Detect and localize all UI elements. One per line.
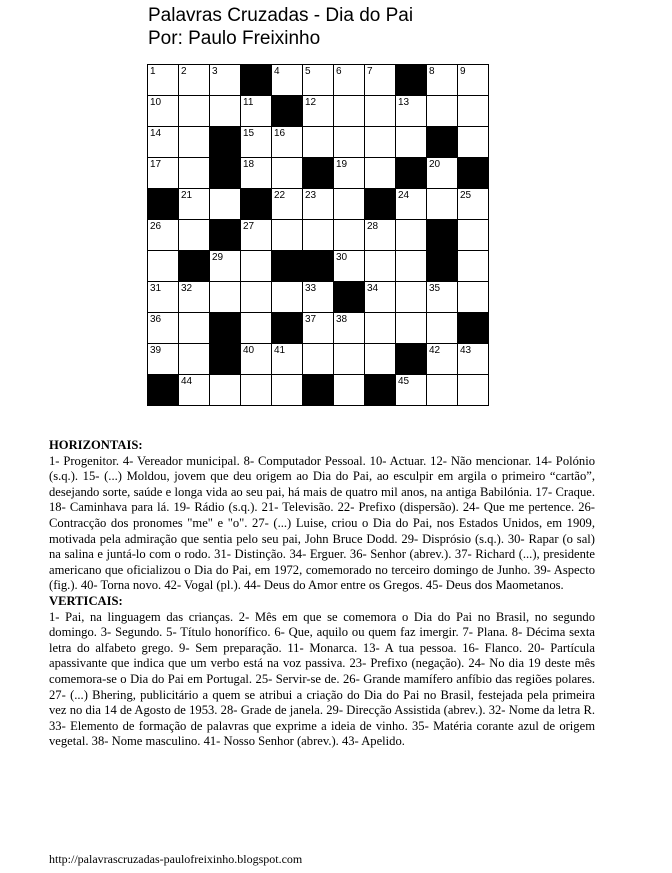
grid-cell[interactable]	[365, 65, 396, 96]
cell-number: 25	[460, 190, 472, 201]
cell-number: 37	[305, 314, 317, 325]
grid-cell[interactable]	[365, 220, 396, 251]
black-cell	[210, 127, 241, 158]
cell-number: 20	[429, 159, 441, 170]
grid-cell[interactable]	[334, 220, 365, 251]
cell-number: 28	[367, 221, 379, 232]
grid-cell[interactable]	[241, 158, 272, 189]
cell-number: 26	[150, 221, 162, 232]
grid-cell[interactable]	[427, 158, 458, 189]
grid-cell[interactable]	[396, 189, 427, 220]
grid-cell[interactable]	[458, 220, 489, 251]
black-cell	[303, 158, 334, 189]
cell-number: 36	[150, 314, 162, 325]
grid-cell[interactable]	[179, 189, 210, 220]
grid-row	[148, 344, 489, 375]
grid-cell[interactable]	[272, 158, 303, 189]
grid-cell[interactable]	[334, 96, 365, 127]
grid-cell[interactable]	[334, 313, 365, 344]
grid-cell[interactable]	[148, 313, 179, 344]
grid-cell[interactable]	[303, 127, 334, 158]
cell-number: 33	[305, 283, 317, 294]
grid-cell[interactable]	[365, 251, 396, 282]
grid-cell[interactable]	[427, 282, 458, 313]
black-cell	[210, 220, 241, 251]
grid-cell[interactable]	[427, 65, 458, 96]
crossword-grid	[147, 64, 489, 406]
grid-cell[interactable]	[179, 344, 210, 375]
cell-number: 24	[398, 190, 410, 201]
down-heading: VERTICAIS:	[49, 593, 123, 608]
grid-cell[interactable]	[241, 282, 272, 313]
grid-cell[interactable]	[303, 313, 334, 344]
grid-cell[interactable]	[179, 313, 210, 344]
cell-number: 16	[274, 128, 286, 139]
cell-number: 35	[429, 283, 441, 294]
black-cell	[396, 65, 427, 96]
grid-cell[interactable]	[334, 251, 365, 282]
grid-cell[interactable]	[210, 65, 241, 96]
black-cell	[303, 251, 334, 282]
cell-number: 32	[181, 283, 193, 294]
grid-cell[interactable]	[272, 344, 303, 375]
cell-number: 17	[150, 159, 162, 170]
black-cell	[427, 251, 458, 282]
grid-cell[interactable]	[148, 251, 179, 282]
grid-cell[interactable]	[272, 375, 303, 406]
grid-cell[interactable]	[458, 344, 489, 375]
grid-row	[148, 251, 489, 282]
grid-row	[148, 282, 489, 313]
grid-row	[148, 158, 489, 189]
grid-cell[interactable]	[241, 220, 272, 251]
grid-cell[interactable]	[396, 282, 427, 313]
down-clues: 1- Pai, na linguagem das crianças. 2- Mês em que se comemora o Dia do Pai no Brasil, no segundo domingo. 3- Segundo. 5- Título honorífico. 6- Que, aquilo ou quem faz imergir. 7- Plana. 8- Décima sexta letra do alfabeto grego. 9- Sem preparação. 11- Monarca. 13- A tua pessoa. 16- Flanco. 20- Partícula apassivante que indica que um verbo está na voz passiva. 23- Prefixo (negação). 24- No dia 19 deste mês comemora-se o Dia do Pai em Portugal. 25- Servir-se de. 26- Grande mamífero anfíbio das regiões polares. 27- (...) Bhering, publicitário a quem se atribui a criação do Dia do Pai no Brasil, festejada pela primeira vez no dia 14 de Agosto de 1953. 28- Grade de janela. 29- Direcção Assistida (abrev.). 32- Nome da letra R. 33- Elemento de formação de palavras que exprime a ideia de vinho. 35- Matéria corante azul de origem vegetal. 38- Nome masculino. 41- Nosso Senhor (abrev.). 43- Apelido.	[49, 609, 595, 749]
grid-row	[148, 127, 489, 158]
grid-row	[148, 375, 489, 406]
grid-cell[interactable]	[396, 251, 427, 282]
cell-number: 9	[460, 66, 466, 77]
puzzle-title: Palavras Cruzadas - Dia do Pai	[148, 5, 414, 26]
black-cell	[396, 158, 427, 189]
grid-cell[interactable]	[396, 220, 427, 251]
black-cell	[458, 158, 489, 189]
cell-number: 18	[243, 159, 255, 170]
black-cell	[272, 96, 303, 127]
grid-cell[interactable]	[210, 189, 241, 220]
cell-number: 1	[150, 66, 156, 77]
grid-cell[interactable]	[365, 344, 396, 375]
grid-cell[interactable]	[272, 282, 303, 313]
title-block	[148, 4, 413, 50]
grid-cell[interactable]	[427, 344, 458, 375]
grid-cell[interactable]	[272, 189, 303, 220]
grid-cell[interactable]	[303, 96, 334, 127]
grid-cell[interactable]	[303, 344, 334, 375]
cell-number: 3	[212, 66, 218, 77]
cell-number: 34	[367, 283, 379, 294]
cell-number: 29	[212, 252, 224, 263]
grid-cell[interactable]	[241, 127, 272, 158]
grid-cell[interactable]	[241, 344, 272, 375]
grid-cell[interactable]	[148, 96, 179, 127]
grid-row	[148, 96, 489, 127]
grid-cell[interactable]	[365, 127, 396, 158]
black-cell	[427, 220, 458, 251]
cell-number: 10	[150, 97, 162, 108]
grid-cell[interactable]	[179, 158, 210, 189]
grid-row	[148, 220, 489, 251]
grid-cell[interactable]	[334, 65, 365, 96]
cell-number: 5	[305, 66, 311, 77]
grid-cell[interactable]	[458, 282, 489, 313]
grid-cell[interactable]	[427, 313, 458, 344]
cell-number: 21	[181, 190, 193, 201]
grid-cell[interactable]	[148, 158, 179, 189]
grid-cell[interactable]	[427, 189, 458, 220]
cell-number: 13	[398, 97, 410, 108]
grid-cell[interactable]	[334, 375, 365, 406]
cell-number: 12	[305, 97, 317, 108]
grid-cell[interactable]	[241, 375, 272, 406]
grid-cell[interactable]	[210, 96, 241, 127]
cell-number: 39	[150, 345, 162, 356]
cell-number: 38	[336, 314, 348, 325]
cell-number: 30	[336, 252, 348, 263]
grid-cell[interactable]	[458, 251, 489, 282]
grid-cell[interactable]	[458, 375, 489, 406]
grid-cell[interactable]	[148, 282, 179, 313]
grid-cell[interactable]	[365, 158, 396, 189]
grid-row	[148, 189, 489, 220]
black-cell	[241, 189, 272, 220]
black-cell	[303, 375, 334, 406]
grid-cell[interactable]	[334, 127, 365, 158]
grid-cell[interactable]	[303, 220, 334, 251]
grid-cell[interactable]	[179, 127, 210, 158]
grid-cell[interactable]	[148, 344, 179, 375]
black-cell	[427, 127, 458, 158]
grid-cell[interactable]	[303, 65, 334, 96]
black-cell	[148, 189, 179, 220]
grid-cell[interactable]	[396, 96, 427, 127]
black-cell	[396, 344, 427, 375]
cell-number: 4	[274, 66, 280, 77]
grid-cell[interactable]	[179, 375, 210, 406]
cell-number: 11	[243, 97, 254, 108]
footer-url[interactable]: http://palavrascruzadas-paulofreixinho.blogspot.com	[49, 852, 303, 866]
grid-cell[interactable]	[179, 220, 210, 251]
cell-number: 6	[336, 66, 342, 77]
grid-cell[interactable]	[241, 313, 272, 344]
grid-cell[interactable]	[241, 251, 272, 282]
grid-cell[interactable]	[396, 313, 427, 344]
grid-cell[interactable]	[210, 282, 241, 313]
black-cell	[210, 344, 241, 375]
grid-cell[interactable]	[303, 282, 334, 313]
grid-cell[interactable]	[179, 282, 210, 313]
cell-number: 41	[274, 345, 286, 356]
cell-number: 31	[150, 283, 162, 294]
grid-cell[interactable]	[396, 375, 427, 406]
black-cell	[365, 189, 396, 220]
grid-cell[interactable]	[458, 96, 489, 127]
grid-cell[interactable]	[179, 96, 210, 127]
grid-cell[interactable]	[272, 220, 303, 251]
grid-cell[interactable]	[241, 96, 272, 127]
grid-cell[interactable]	[365, 313, 396, 344]
grid-cell[interactable]	[458, 189, 489, 220]
black-cell	[241, 65, 272, 96]
cell-number: 45	[398, 376, 410, 387]
black-cell	[365, 375, 396, 406]
cell-number: 23	[305, 190, 317, 201]
across-clues: 1- Progenitor. 4- Vereador municipal. 8- Computador Pessoal. 10- Actuar. 12- Não mencionar. 14- Polónio (s.q.). 15- (...) Moldou, jovem que deu origem ao Dia do Pai, ao esculpir em argila o primeiro “cartão”, desejando sorte, saúde e longa vida ao seu pai, há mais de quatro mil anos, na antiga Babilónia. 17- Craque. 18- Caminhava para lá. 19- Rádio (s.q.). 21- Televisão. 22- Prefixo (dispersão). 24- Que me pertence. 26- Contracção dos pronomes "me" e "o". 27- (...) Luise, criou o Dia do Pai, nos Estados Unidos, em 1909, motivada pela admiração que sentia pelo seu pai, John Bruce Dodd. 29- Disprósio (s.q.). 30- Rapar (o sal) na salina e juntá-lo com o rodo. 31- Distinção. 34- Erguer. 36- Senhor (abrev.). 37- Richard (...), presidente americano que oficializou o Dia do Pai, em 1972, comemorado no terceiro domingo de Junho. 39- Aspecto (fig.). 40- Torna novo. 42- Vogal (pl.). 44- Deus do Amor entre os Gregos. 45- Deus dos Maometanos.	[49, 453, 595, 593]
grid-cell[interactable]	[272, 65, 303, 96]
across-heading: HORIZONTAIS:	[49, 438, 143, 452]
grid-cell[interactable]	[303, 189, 334, 220]
grid-cell[interactable]	[148, 220, 179, 251]
grid-cell[interactable]	[334, 158, 365, 189]
black-cell	[210, 158, 241, 189]
cell-number: 19	[336, 159, 348, 170]
grid-cell[interactable]	[365, 282, 396, 313]
grid-cell[interactable]	[365, 96, 396, 127]
grid-cell[interactable]	[334, 189, 365, 220]
grid-cell[interactable]	[148, 65, 179, 96]
black-cell	[272, 313, 303, 344]
cell-number: 27	[243, 221, 255, 232]
cell-number: 40	[243, 345, 255, 356]
clues-section	[49, 438, 595, 750]
grid-cell[interactable]	[396, 127, 427, 158]
grid-cell[interactable]	[210, 251, 241, 282]
grid-cell[interactable]	[458, 65, 489, 96]
black-cell	[148, 375, 179, 406]
grid-row	[148, 65, 489, 96]
black-cell	[458, 313, 489, 344]
cell-number: 22	[274, 190, 286, 201]
grid-cell[interactable]	[148, 127, 179, 158]
puzzle-author: Por: Paulo Freixinho	[148, 28, 321, 49]
grid-cell[interactable]	[427, 375, 458, 406]
cell-number: 15	[243, 128, 255, 139]
black-cell	[334, 282, 365, 313]
cell-number: 8	[429, 66, 435, 77]
cell-number: 44	[181, 376, 193, 387]
grid-cell[interactable]	[179, 65, 210, 96]
cell-number: 7	[367, 66, 373, 77]
cell-number: 2	[181, 66, 187, 77]
cell-number: 14	[150, 128, 162, 139]
grid-cell[interactable]	[272, 127, 303, 158]
grid-cell[interactable]	[427, 96, 458, 127]
black-cell	[179, 251, 210, 282]
grid-row	[148, 313, 489, 344]
cell-number: 42	[429, 345, 441, 356]
grid-cell[interactable]	[334, 344, 365, 375]
grid-cell[interactable]	[210, 375, 241, 406]
cell-number: 43	[460, 345, 472, 356]
grid-cell[interactable]	[458, 127, 489, 158]
black-cell	[272, 251, 303, 282]
black-cell	[210, 313, 241, 344]
